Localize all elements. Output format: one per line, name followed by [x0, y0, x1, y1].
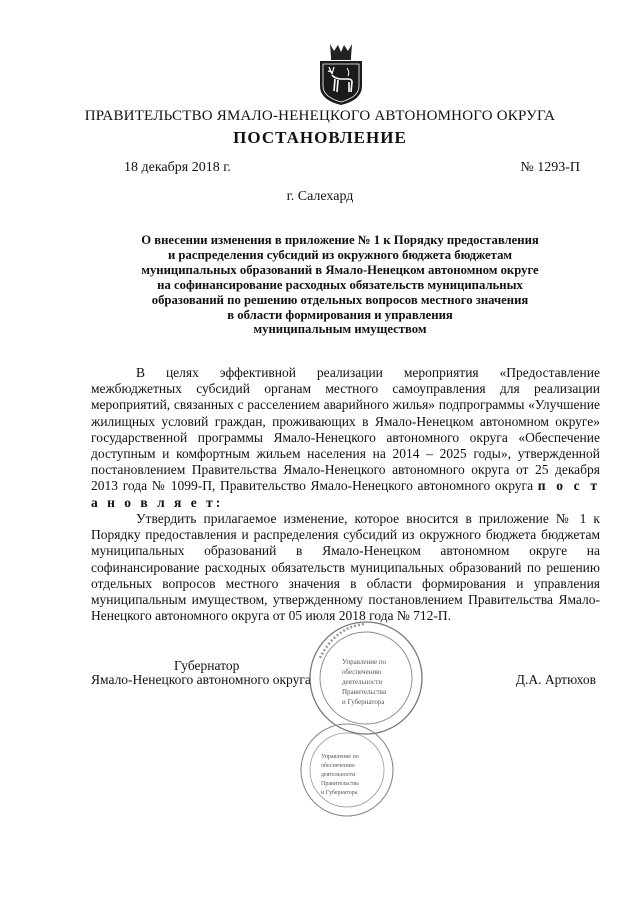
document-type: ПОСТАНОВЛЕНИЕ [233, 128, 407, 147]
svg-text:и Губернатора: и Губернатора [321, 790, 358, 796]
svg-text:деятельности: деятельности [321, 772, 356, 778]
title-line: на софинансирование расходных обязательств муниципальных [157, 277, 523, 292]
title-line: О внесении изменения в приложение № 1 к Порядку предоставления [141, 233, 539, 247]
government-name: ПРАВИТЕЛЬСТВО ЯМАЛО-НЕНЕЦКОГО АВТОНОМНОГО ОКРУГА [84, 108, 556, 124]
title-line: муниципальным имуществом [253, 322, 427, 337]
signer-name: Д.А. Артюхов [515, 672, 596, 687]
document-city: г. Салехард [286, 189, 354, 204]
official-stamp-icon [297, 720, 397, 820]
svg-text:деятельности: деятельности [342, 678, 383, 686]
signer-title-line2: Ямало-Ненецкого автономного округа [91, 672, 311, 687]
preamble-text: В целях эффективной реализации мероприятия «Предоставление межбюджетных субсидий органам местного самоуправления для реализации мероприятий, связанных с расселением аварийного жилья» подпрограммы «Улучшение жилищных условий граждан, проживающих в Ямало-Ненецком автономном округе» государственной программы Ямало-Ненецкого автономного округа «Обеспечение доступным и комфортным жильем населения на 2014 – 2025 годы», утвержденной постановлением Правительства Ямало-Ненецкого автономного округа от 25 декабря 2013 года № 1099-П, Правительство Ямало-Ненецкого автономного округа [91, 365, 600, 494]
signer-title-line1: Губернатор [174, 658, 240, 673]
svg-text:обеспечению: обеспечению [342, 668, 382, 676]
svg-text:и Губернатора: и Губернатора [342, 698, 385, 706]
document-date: 18 декабря 2018 г. [124, 160, 231, 175]
resolution-paragraph: Утвердить прилагаемое изменение, которое вносится в приложение № 1 к Порядку предоставления и распределения субсидий из окружного бюджета бюджетам муниципальных образований в Ямало-Ненецком автономном округе на софинансирование расходных обязательств муниципальных образований по решению отдельных вопросов местного значения в области формирования и управления муниципальным имуществом, утвержденному постановлением Правительства Ямало-Ненецкого автономного округа от 05 июля 2018 года № 712-П. [91, 511, 600, 624]
svg-text:Управление по: Управление по [342, 658, 387, 666]
resolves-word: п о с т а н о в л я е т: [91, 478, 601, 510]
preamble-paragraph [91, 365, 600, 511]
title-line: в области формирования и управления [227, 307, 453, 322]
svg-text:Управление по: Управление по [321, 754, 359, 760]
title-line: и распределения субсидий из окружного бюджета бюджетам [167, 247, 513, 262]
svg-text:Правительства: Правительства [342, 688, 387, 696]
title-line: образований по решению отдельных вопросов местного значения [151, 292, 529, 307]
document-title [100, 233, 580, 337]
title-line: муниципальных образований в Ямало-Ненецком автономном округе [141, 262, 539, 277]
document-number: № 1293-П [520, 160, 580, 175]
svg-text:обеспечению: обеспечению [321, 763, 355, 769]
coat-of-arms-icon [318, 42, 364, 106]
svg-text:Правительства: Правительства [321, 781, 359, 787]
